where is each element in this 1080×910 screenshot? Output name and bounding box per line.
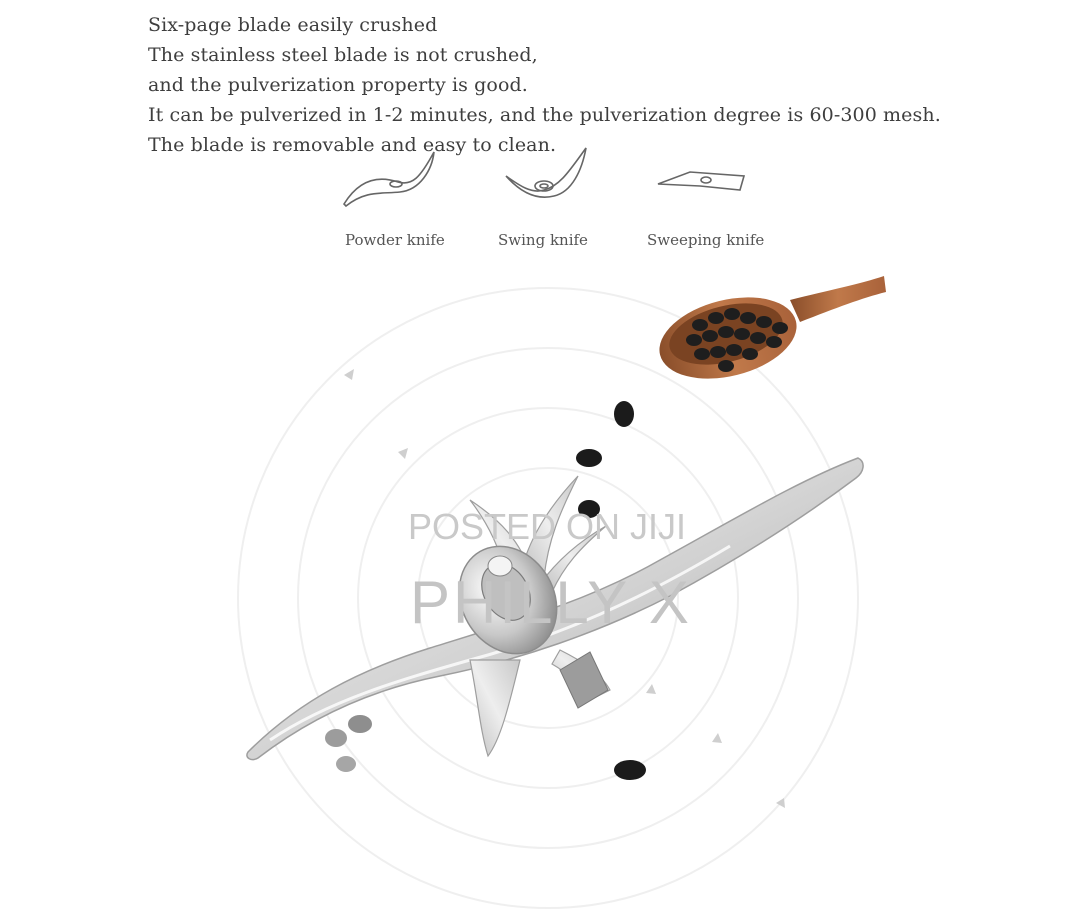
watermark-line2: PHILLY X (410, 569, 692, 636)
watermark-line1: POSTED ON JIJI (408, 506, 687, 547)
sweeping-knife-icon (658, 172, 744, 190)
powder-knife-label: Powder knife (345, 231, 445, 249)
powder-knife-icon (344, 152, 434, 206)
description-line: The stainless steel blade is not crushed, (148, 44, 538, 66)
description-line: Six-page blade easily crushed (148, 14, 438, 36)
spoon-with-beans (651, 276, 886, 392)
swing-knife-icon (506, 148, 586, 197)
sweeping-knife-label: Sweeping knife (647, 231, 765, 249)
swing-knife-label: Swing knife (498, 231, 588, 249)
description-line: The blade is removable and easy to clean. (148, 134, 557, 156)
description-line: It can be pulverized in 1-2 minutes, and the pulverization degree is 60-300 mesh. (148, 104, 941, 126)
description-line: and the pulverization property is good. (148, 74, 528, 96)
